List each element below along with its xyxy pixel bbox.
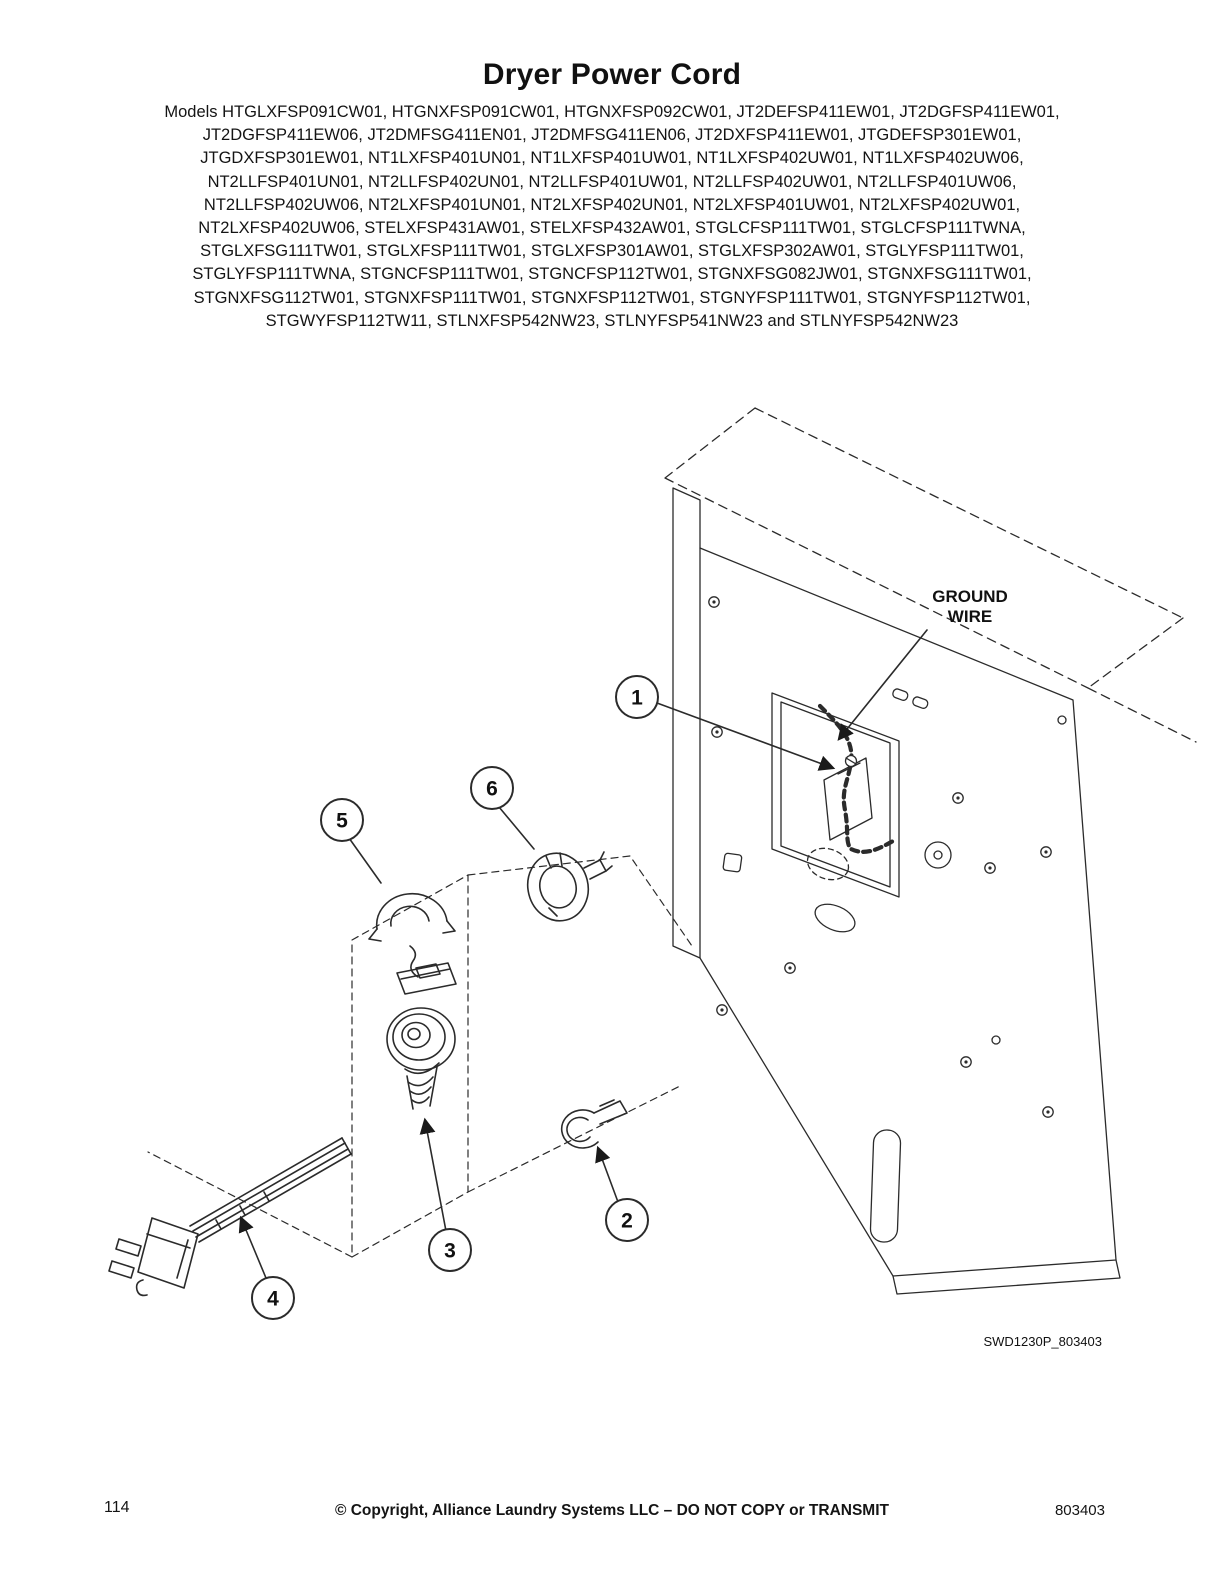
- model-line: STGLYFSP111TWNA, STGNCFSP111TW01, STGNCFSP112TW01, STGNXFSG082JW01, STGNXFSG111TW01,: [192, 265, 1032, 284]
- copyright-notice: © Copyright, Alliance Laundry Systems LLC – DO NOT COPY or TRANSMIT: [335, 1502, 889, 1519]
- model-line: NT2LXFSP402UW06, STELXFSP431AW01, STELXFSP432AW01, STGLCFSP111TW01, STGLCFSP111TWNA,: [198, 219, 1026, 238]
- model-line: NT2LLFSP401UN01, NT2LLFSP402UN01, NT2LLFSP401UW01, NT2LLFSP402UW01, NT2LLFSP401UW06,: [207, 172, 1017, 191]
- callout-3: [429, 1229, 471, 1271]
- construction-lines: [148, 856, 692, 1257]
- callout-1-label: 1: [631, 686, 643, 710]
- part-cord-connector: [387, 1008, 455, 1109]
- model-list: [0, 101, 1224, 333]
- exploded-parts-diagram: [0, 390, 1224, 1370]
- document-number: 803403: [1054, 1502, 1105, 1519]
- part-power-cord: [109, 1138, 351, 1295]
- drawing-code: SWD1230P_803403: [983, 1334, 1102, 1349]
- callout-4-label: 4: [267, 1287, 279, 1311]
- model-line: JT2DGFSP411EW06, JT2DMFSG411EN01, JT2DMFSG411EN06, JT2DXFSP411EW01, JTGDEFSP301EW01,: [202, 126, 1022, 145]
- callout-4: [252, 1277, 294, 1319]
- model-line: Models HTGLXFSP091CW01, HTGNXFSP091CW01, HTGNXFSP092CW01, JT2DEFSP411EW01, JT2DGFSP411EW01,: [164, 103, 1060, 121]
- callout-6: [471, 767, 513, 809]
- part-retaining-ring: [521, 847, 612, 927]
- model-line: STGLXFSG111TW01, STGLXFSP111TW01, STGLXFSP301AW01, STGLXFSP302AW01, STGLYFSP111TW01,: [200, 242, 1024, 261]
- callout-2: [606, 1199, 648, 1241]
- cabinet-hidden-outline: [665, 408, 1196, 742]
- callouts: [252, 676, 658, 1319]
- model-line: JTGDXFSP301EW01, NT1LXFSP401UN01, NT1LXFSP401UW01, NT1LXFSP402UW01, NT1LXFSP402UW06,: [200, 149, 1024, 168]
- callout-leaders: [241, 630, 927, 1278]
- panel-holes: [709, 597, 1066, 1243]
- model-line: STGNXFSG112TW01, STGNXFSP111TW01, STGNXFSP112TW01, STGNYFSP111TW01, STGNYFSP112TW01,: [193, 288, 1031, 307]
- model-line: NT2LLFSP402UW06, NT2LXFSP401UN01, NT2LXFSP402UN01, NT2LXFSP401UW01, NT2LXFSP402UW01,: [203, 195, 1021, 214]
- ground-wire-label-line2: WIRE: [947, 607, 993, 626]
- callout-5: [321, 799, 363, 841]
- callout-5-label: 5: [336, 809, 348, 833]
- page-title: Dryer Power Cord: [482, 58, 742, 91]
- callout-2-label: 2: [621, 1209, 633, 1233]
- ground-wire: [820, 706, 893, 852]
- callout-1: [616, 676, 658, 718]
- page-number: 114: [104, 1499, 130, 1516]
- callout-6-label: 6: [486, 777, 498, 801]
- ground-wire-label-line1: GROUND: [932, 587, 1008, 606]
- model-line: STGWYFSP112TW11, STLNXFSP542NW23, STLNYFSP541NW23 and STLNYFSP542NW23: [265, 311, 959, 330]
- ground-terminal-screw: [846, 756, 857, 767]
- callout-3-label: 3: [444, 1239, 456, 1263]
- part-strain-relief-clamp: [369, 894, 456, 994]
- part-cord-clip: [562, 1100, 627, 1148]
- dryer-rear-panel: [673, 488, 1120, 1294]
